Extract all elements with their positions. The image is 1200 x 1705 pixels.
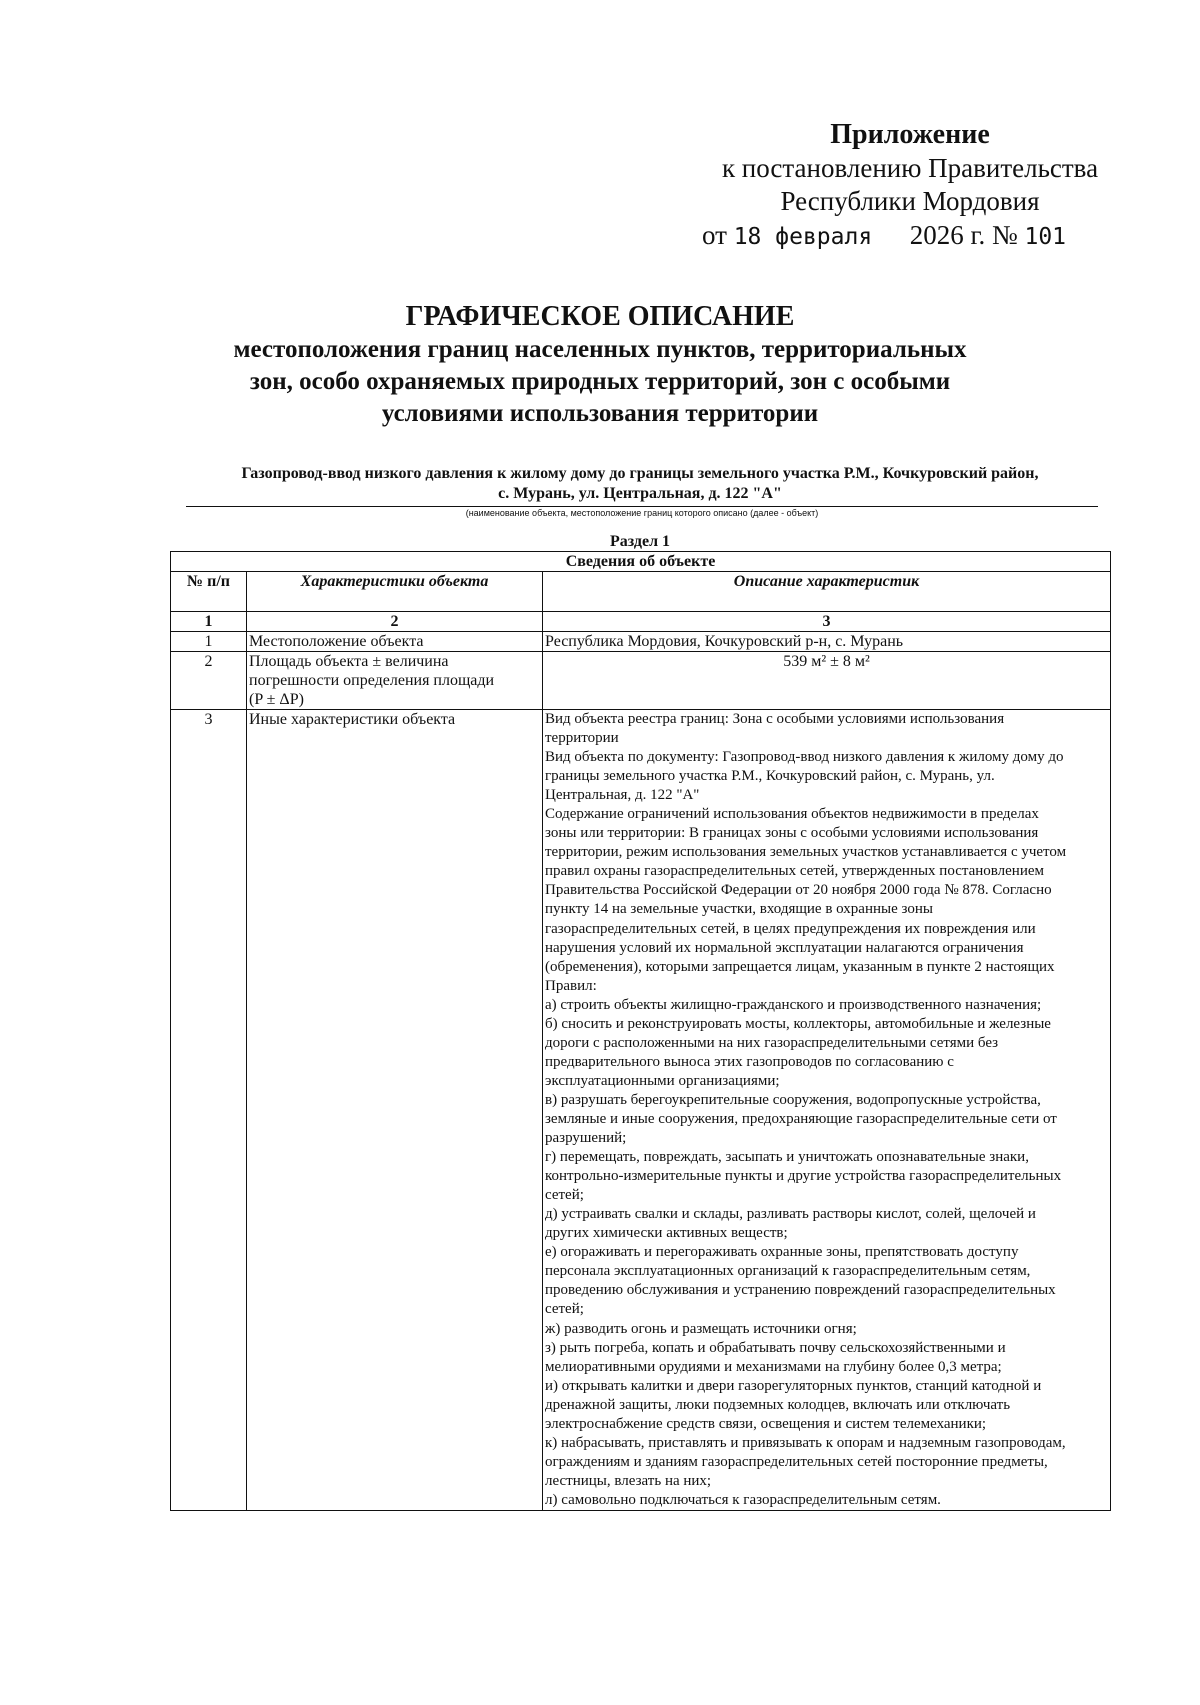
object-name-line-1: Газопровод-ввод низкого давления к жилому дому до границы земельного участка Р.М., Кочкуровский район, bbox=[241, 465, 1039, 482]
row-number: 2 bbox=[171, 652, 247, 710]
appendix-line-2: Республики Мордовия bbox=[780, 186, 1040, 216]
object-caption: (наименование объекта, местоположение границ которого описано (далее - объект) bbox=[465, 508, 819, 518]
description-line: персонала эксплуатационных организаций к газораспределительным сетям, bbox=[545, 1263, 1031, 1280]
description-line: эксплуатационными организациями; bbox=[545, 1072, 780, 1089]
description-line: предварительного выноса этих газопроводов по согласованию с bbox=[545, 1053, 954, 1070]
table-title-row bbox=[171, 552, 1111, 572]
object-info-table bbox=[170, 551, 1111, 1511]
column-number-row bbox=[171, 612, 1111, 632]
table-row bbox=[171, 710, 1111, 1511]
description-line: Правил: bbox=[545, 977, 597, 994]
appendix-block bbox=[690, 118, 1130, 254]
characteristic-line: Площадь объекта ± величина bbox=[249, 653, 449, 670]
description-line: к) набрасывать, приставлять и привязывать к опорам и надземным газопроводам, bbox=[545, 1434, 1066, 1451]
description-line: Центральная, д. 122 "А" bbox=[545, 787, 700, 804]
description-line: проведению обслуживания и устранению повреждений газораспределительных bbox=[545, 1282, 1056, 1299]
description-line: контрольно-измерительные пункты и другие устройства газораспределительных bbox=[545, 1168, 1062, 1185]
description-line: сетей; bbox=[545, 1301, 584, 1318]
row-number: 3 bbox=[171, 710, 247, 1511]
description-line: зоны или территории: В границах зоны с особыми условиями использования bbox=[545, 825, 1039, 842]
appendix-year: 2026 г. № bbox=[909, 220, 1018, 250]
table-row bbox=[171, 632, 1111, 652]
description-line: других химически активных веществ; bbox=[545, 1225, 788, 1242]
description-line: границы земельного участка Р.М., Кочкуровский район, с. Мурань, ул. bbox=[545, 768, 995, 785]
table-header-row bbox=[171, 572, 1111, 612]
description-line: правил охраны газораспределительных сетей, утвержденных постановлением bbox=[545, 863, 1045, 880]
description-line: з) рыть погреба, копать и обрабатывать почву сельскохозяйственными и bbox=[545, 1339, 1006, 1356]
description-line: пункту 14 на земельные участки, входящие в охранные зоны bbox=[545, 901, 933, 918]
document-subtitle-3: условиями использования территории bbox=[381, 400, 819, 427]
column-number: 2 bbox=[247, 612, 543, 632]
description-line: лестницы, влезать на них; bbox=[545, 1472, 712, 1489]
description-line: нарушения условий их нормальной эксплуатации налагаются ограничения bbox=[545, 939, 1024, 956]
description-line: г) перемещать, повреждать, засыпать и уничтожать опознавательные знаки, bbox=[545, 1149, 1029, 1166]
description-line: и) открывать калитки и двери газорегуляторных пунктов, станций катодной и bbox=[545, 1377, 1042, 1394]
document-title-block bbox=[180, 300, 1020, 430]
description-line: а) строить объекты жилищно-гражданского и производственного назначения; bbox=[545, 996, 1042, 1013]
row-characteristic bbox=[247, 652, 543, 710]
description-line: ж) разводить огонь и размещать источники огня; bbox=[545, 1320, 857, 1337]
characteristic-line: погрешности определения площади bbox=[249, 672, 495, 689]
row-number: 1 bbox=[171, 632, 247, 652]
appendix-line-1: к постановлению Правительства bbox=[721, 153, 1099, 183]
description-line: (обременения), которыми запрещается лицам, указанным в пункте 2 настоящих bbox=[545, 958, 1055, 975]
description-line: земляные и иные сооружения, предохраняющие газораспределительные сети от bbox=[545, 1110, 1057, 1127]
header-num: № п/п bbox=[171, 572, 247, 612]
table-row bbox=[171, 652, 1111, 710]
row-characteristic: Иные характеристики объекта bbox=[247, 710, 543, 1511]
description-line: мелиоративными орудиями и механизмами на глубину более 0,3 метра; bbox=[545, 1358, 1002, 1375]
row-description bbox=[543, 710, 1111, 1511]
description-line: газораспределительных сетей, в целях предупреждения их повреждения или bbox=[545, 920, 1036, 937]
object-name-line-2: с. Мурань, ул. Центральная, д. 122 "А" bbox=[498, 485, 782, 502]
document-subtitle-2: зон, особо охраняемых природных территорий, зон с особыми bbox=[249, 368, 951, 395]
appendix-prefix: от bbox=[702, 220, 727, 250]
header-characteristic: Характеристики объекта bbox=[247, 572, 543, 612]
description-line: б) сносить и реконструировать мосты, коллекторы, автомобильные и железные bbox=[545, 1015, 1051, 1032]
object-underline bbox=[186, 506, 1098, 507]
row-description: Республика Мордовия, Кочкуровский р-н, с. Мурань bbox=[543, 632, 1111, 652]
appendix-date: 18 февраля bbox=[733, 224, 873, 250]
column-number: 1 bbox=[171, 612, 247, 632]
appendix-number: 101 bbox=[1024, 224, 1067, 250]
description-line: Содержание ограничений использования объектов недвижимости в пределах bbox=[545, 806, 1039, 823]
description-line: сетей; bbox=[545, 1187, 584, 1204]
document-subtitle-1: местоположения границ населенных пунктов, территориальных bbox=[233, 336, 967, 363]
description-line: дренажной защиты, люки подземных колодцев, включать или отключать bbox=[545, 1396, 1011, 1413]
description-line: Правительства Российской Федерации от 20 ноября 2000 года № 878. Согласно bbox=[545, 882, 1052, 899]
row-characteristic: Местоположение объекта bbox=[247, 632, 543, 652]
description-line: дороги с расположенными на них газораспределительными сетями без bbox=[545, 1034, 999, 1051]
description-line: территории, режим использования земельных участков устанавливается с учетом bbox=[545, 844, 1067, 861]
description-line: Вид объекта по документу: Газопровод-ввод низкого давления к жилому дому до bbox=[545, 749, 1064, 766]
characteristic-line: (P ± ΔP) bbox=[249, 691, 304, 708]
description-line: Вид объекта реестра границ: Зона с особыми условиями использования bbox=[545, 711, 1005, 727]
row-description: 539 м² ± 8 м² bbox=[543, 652, 1111, 710]
description-line: д) устраивать свалки и склады, разливать растворы кислот, солей, щелочей и bbox=[545, 1206, 1036, 1223]
document-title: ГРАФИЧЕСКОЕ ОПИСАНИЕ bbox=[405, 301, 795, 332]
description-line: в) разрушать берегоукрепительные сооружения, водопропускные устройства, bbox=[545, 1091, 1041, 1108]
header-description: Описание характеристик bbox=[543, 572, 1111, 612]
table-title: Сведения об объекте bbox=[171, 552, 1111, 572]
description-line: разрушений; bbox=[545, 1130, 627, 1147]
object-name bbox=[180, 464, 1100, 504]
description-line: л) самовольно подключаться к газораспределительным сетям. bbox=[545, 1491, 941, 1508]
appendix-title: Приложение bbox=[830, 119, 990, 150]
section-title: Раздел 1 bbox=[609, 533, 671, 550]
appendix-date-line bbox=[690, 218, 1130, 254]
description-line: электроснабжение средств связи, освещения и систем телемеханики; bbox=[545, 1415, 987, 1432]
description-line: ограждениям и зданиям газораспределительных сетей посторонние предметы, bbox=[545, 1453, 1048, 1470]
description-line: е) огораживать и перегораживать охранные зоны, препятствовать доступу bbox=[545, 1244, 1019, 1261]
column-number: 3 bbox=[543, 612, 1111, 632]
description-line: территории bbox=[545, 730, 619, 747]
